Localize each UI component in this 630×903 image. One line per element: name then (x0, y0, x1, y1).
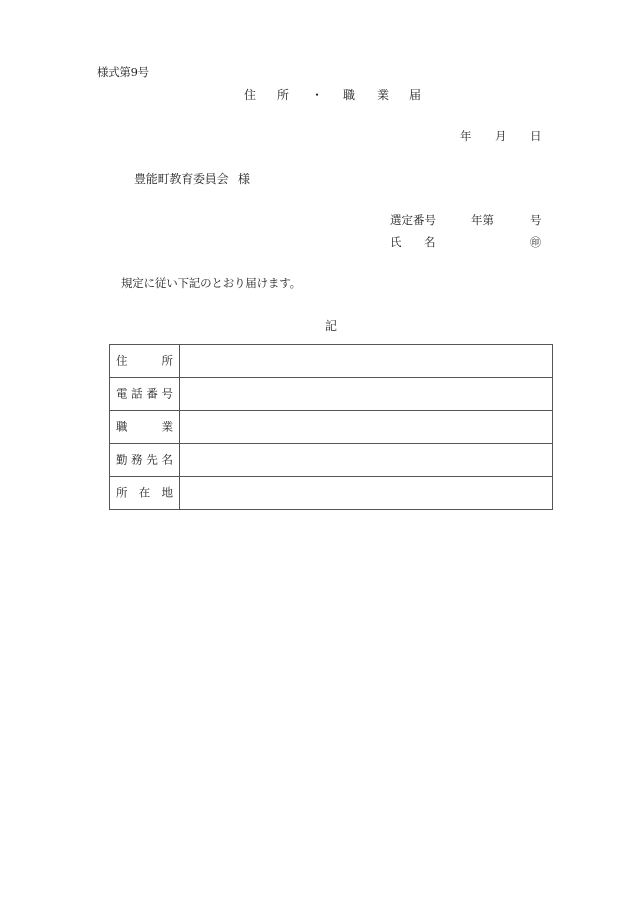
day-label: 日 (530, 129, 542, 143)
label-char: 号 (161, 386, 173, 401)
addressee-name: 豊能町教育委員会 (134, 172, 229, 186)
label-char: 電 (116, 386, 128, 401)
table-row-location (110, 477, 553, 510)
number-suffix: 号 (530, 213, 542, 227)
title-char: 所 (277, 88, 290, 102)
employer-field[interactable] (180, 444, 553, 477)
address-field[interactable] (180, 345, 553, 378)
row-label-phone (110, 378, 180, 411)
table-row-address (110, 345, 553, 378)
label-char: 業 (161, 419, 173, 434)
row-label-employer (110, 444, 180, 477)
ki-heading: 記 (325, 319, 338, 333)
label-char: 所 (161, 353, 173, 368)
year-number-label: 年第 (471, 213, 494, 227)
title-char: 住 (244, 88, 257, 102)
label-char: 勤 (116, 452, 128, 467)
month-label: 月 (495, 129, 507, 143)
location-field[interactable] (180, 477, 553, 510)
row-label-location (110, 477, 180, 510)
label-char: 務 (131, 452, 143, 467)
seal-icon: ㊞ (530, 236, 541, 249)
form-number: 様式第9号 (97, 65, 149, 79)
selection-number-label: 選定番号 (390, 213, 436, 227)
label-char: 名 (161, 452, 173, 467)
year-label: 年 (460, 129, 472, 143)
title-char: 業 (377, 88, 390, 102)
statement-text: 規定に従い下記のとおり届けます。 (121, 276, 301, 290)
label-char: 所 (116, 485, 128, 500)
label-char: 番 (146, 386, 158, 401)
record-table (109, 344, 553, 510)
name-label-char: 氏 (390, 235, 402, 249)
table-row-employer (110, 444, 553, 477)
row-label-occupation (110, 411, 180, 444)
table-row-phone (110, 378, 553, 411)
row-label-address (110, 345, 180, 378)
title-char: 職 (343, 88, 356, 102)
title-char: ・ (311, 88, 324, 102)
label-char: 地 (161, 485, 173, 500)
title-char: 届 (409, 88, 422, 102)
addressee-honorific: 様 (238, 172, 251, 186)
table-row-occupation (110, 411, 553, 444)
phone-field[interactable] (180, 378, 553, 411)
label-char: 話 (131, 386, 143, 401)
label-char: 先 (146, 452, 158, 467)
name-label-char: 名 (424, 235, 436, 249)
label-char: 住 (116, 353, 128, 368)
occupation-field[interactable] (180, 411, 553, 444)
label-char: 在 (138, 485, 151, 500)
label-char: 職 (116, 419, 128, 434)
